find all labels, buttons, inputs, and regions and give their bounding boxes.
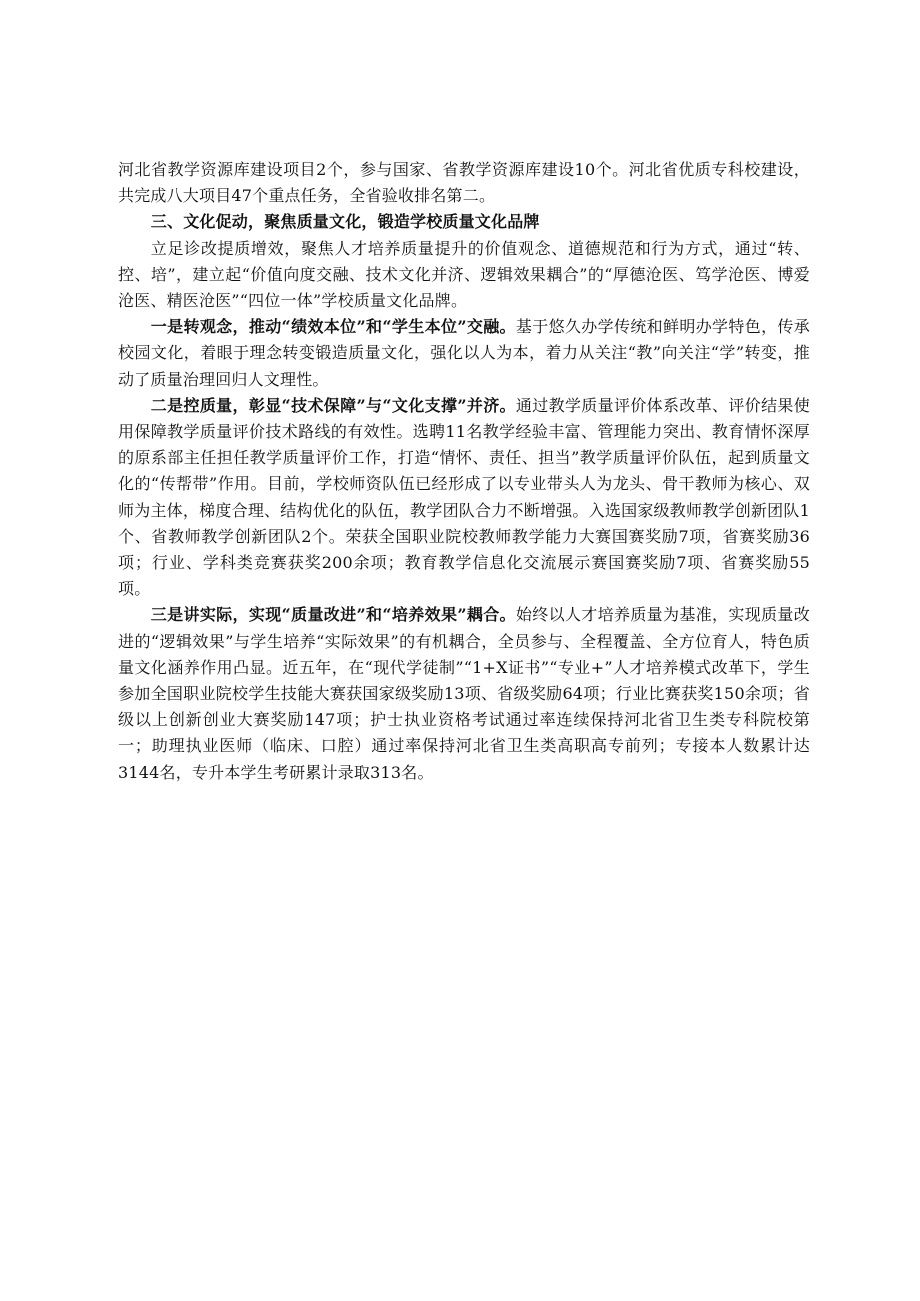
section-heading: 三、文化促动，聚焦质量文化，锻造学校质量文化品牌	[150, 212, 540, 232]
intro-paragraph: 立足诊改提质增效，聚焦人才培养质量提升的价值观念、道德规范和行为方式，通过“转、控、培”，建立起“价值向度交融、技术文化并济、逻辑效果耦合”的“厚德沧医、笃学沧医、博爱沧医、精医沧医”“四位一体”学校质量文化品牌。	[118, 238, 810, 311]
point-paragraph-1	[118, 314, 810, 393]
point-lead-2: 二是控质量，彰显“技术保障”与“文化支撑”并济。	[150, 395, 516, 415]
point-body-3: 始终以人才培养质量为基准，实现质量改进的“逻辑效果”与学生培养“实际效果”的有机耦合，全员参与、全程覆盖、全方位育人，特色质量文化涵养作用凸显。近五年，在“现代学徒制”“1+X证书”“专业+”人才培养模式改革下，学生参加全国职业院校学生技能大赛获国家级奖励13项、省级奖励64项；行业比赛获奖150余项；省级以上创新创业大赛奖励147项；护士执业资格考试通过率连续保持河北省卫生类专科院校第一；助理执业医师（临床、口腔）通过率保持河北省卫生类高职高专前列；专接本人数累计达3144名，专升本学生考研累计录取313名。	[118, 605, 810, 782]
point-body-1: 基于悠久办学传统和鲜明办学特色，传承校园文化，着眼于理念转变锻造质量文化，强化以人为本，着力从关注“教”向关注“学”转变，推动了质量治理回归人文理性。	[118, 317, 810, 389]
point-body-2: 通过教学质量评价体系改革、评价结果使用保障教学质量评价技术路线的有效性。选聘11名教学经验丰富、管理能力突出、教育情怀深厚的原系部主任担任教学质量评价工作，打造“情怀、责任、担当”教学质量评价队伍，起到质量文化的“传帮带”作用。目前，学校师资队伍已经形成了以专业带头人为龙头、骨干教师为核心、双师为主体，梯度合理、结构优化的队伍，教学团队合力不断增强。入选国家级教师教学创新团队1个、省教师教学创新团队2个。荣获全国职业院校教师教学能力大赛国赛奖励7项，省赛奖励36项；行业、学科类竞赛获奖200余项；教育教学信息化交流展示赛国赛奖励7项、省赛奖励55项。	[118, 395, 810, 599]
document-page	[118, 157, 810, 786]
continuation-paragraph: 河北省教学资源库建设项目2个，参与国家、省教学资源库建设10个。河北省优质专科校建设，共完成八大项目47个重点任务，全省验收排名第二。	[118, 160, 810, 206]
point-lead-3: 三是讲实际，实现“质量改进”和“培养效果”耦合。	[150, 605, 516, 625]
point-paragraph-2	[118, 393, 810, 603]
point-paragraph-3	[118, 602, 810, 785]
point-lead-1: 一是转观念，推动“绩效本位”和“学生本位”交融。	[150, 317, 516, 337]
